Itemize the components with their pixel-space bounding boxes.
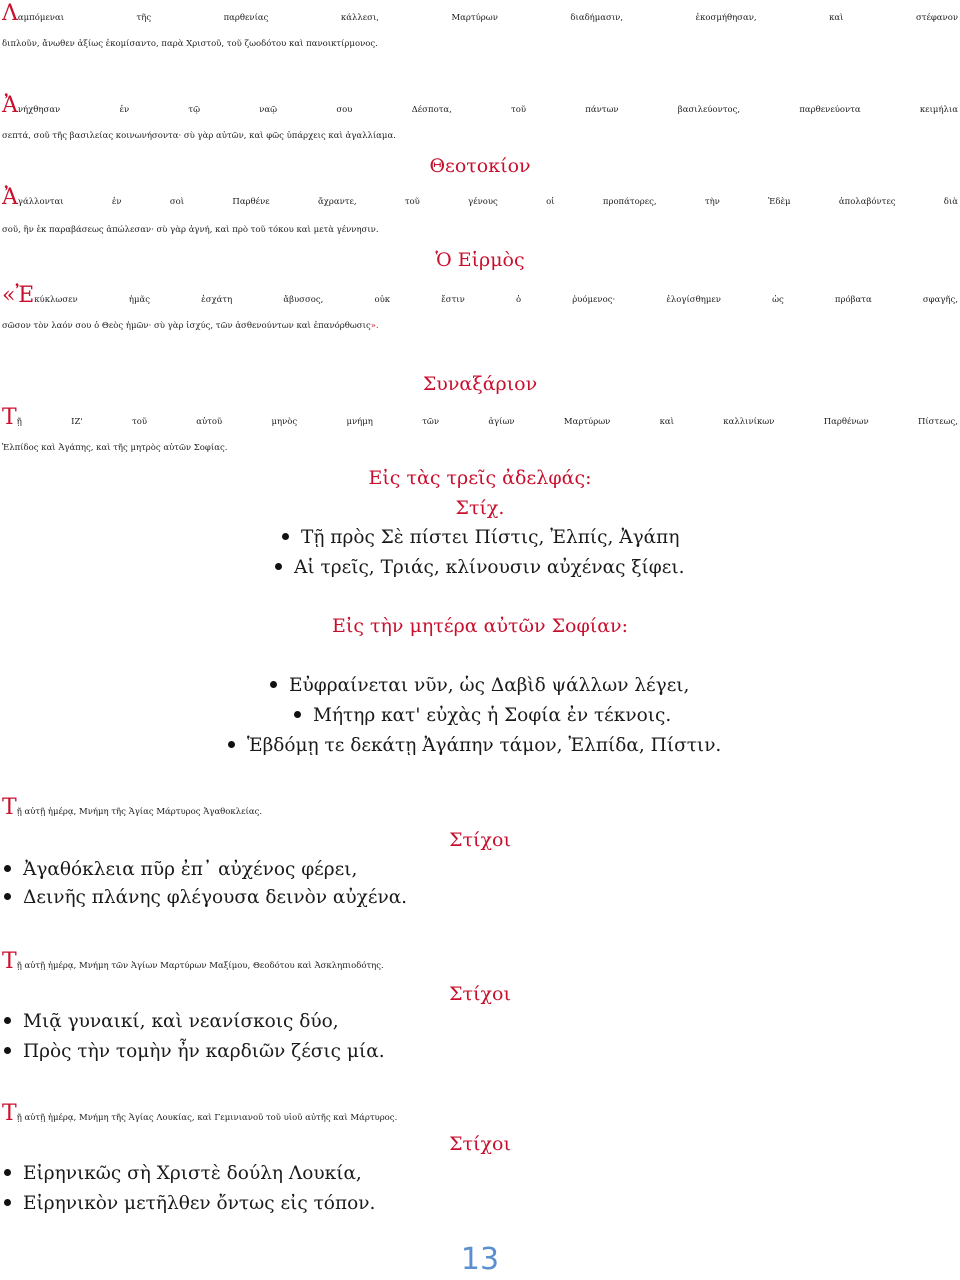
- para-lampomenai-line-2: διπλοῦν, ἄνωθεν ἀξίως ἐκομίσαντο, παρὰ Χριστοῦ, τοῦ ζωοδότου καὶ πανοικτίρμονος.: [2, 39, 378, 49]
- list-item: Τῇ πρὸς Σὲ πίστει Πίστις, Ἐλπίς, Ἀγάπη: [282, 524, 679, 552]
- bullet-icon: [4, 1047, 11, 1054]
- closing-quote: ».: [370, 321, 379, 331]
- list-item: Εὐφραίνεται νῦν, ὡς Δαβὶδ ψάλλων λέγει,: [270, 672, 689, 700]
- heading-stichoi: Στίχοι: [449, 829, 511, 851]
- list-item: Πρὸς τὴν τομὴν ἦν καρδιῶν ζέσις μία.: [4, 1038, 385, 1066]
- list-item: Αἱ τρεῖς, Τριάς, κλίνουσιν αὐχένας ξίφει.: [275, 554, 684, 582]
- list-item: Εἰρηνικῶς σὴ Χριστὲ δούλη Λουκία,: [4, 1160, 362, 1188]
- list-item: Μιᾷ γυναικί, καὶ νεανίσκοις δύο,: [4, 1008, 339, 1036]
- para-loukia: Τῇ αὐτῇ ἡμέρᾳ, Μνήμη τῆς Ἁγίας Λουκίας, καὶ Γεμινιανοῦ τοῦ υἱοῦ αὐτῆς καὶ Μάρτυρος.: [2, 1101, 398, 1126]
- drop-letter: Λ: [2, 1, 18, 26]
- list-item: Ἑβδόμῃ τε δεκάτῃ Ἀγάπην τάμον, Ἐλπίδα, Πίστιν.: [228, 732, 721, 760]
- heading-mother-sophia: Εἰς τὴν μητέρα αὐτῶν Σοφίαν:: [332, 615, 628, 637]
- list-item: Ἀγαθόκλεια πῦρ ἐπ᾽ αὐχένος φέρει,: [4, 856, 357, 884]
- heading-stichoi: Στίχοι: [449, 1133, 511, 1155]
- bullet-icon: [228, 741, 235, 748]
- bullet-icon: [4, 1169, 11, 1176]
- heading-heirmos: Ὁ Εἱρμὸς: [435, 249, 525, 271]
- para-theotokion-line-1: Ἀγάλλονται ἐν σοὶ Παρθένε ἄχραντε, τοῦ γένους οἱ προπάτορες, τὴν Ἐδὲμ ἀπολαβόντες διὰ: [2, 185, 958, 210]
- para-anechthesan-line-1: Ἀνήχθησαν ἐν τῷ ναῷ σου Δέσποτα, τοῦ πάντων βασιλεύοντος, παρθενεύοντα κειμήλια: [2, 93, 958, 118]
- para-synaxarion-line-2: Ἐλπίδος καὶ Ἀγάπης, καὶ τῆς μητρὸς αὐτῶν Σοφίας.: [2, 443, 228, 453]
- bullet-icon: [294, 711, 301, 718]
- list-item: Μήτηρ κατ' εὐχὰς ἡ Σοφία ἐν τέκνοις.: [294, 702, 671, 730]
- drop-letter: Τ: [2, 1101, 17, 1126]
- heading-stich: Στίχ.: [455, 497, 505, 519]
- list-item: Εἰρηνικὸν μετῆλθεν ὄντως εἰς τόπον.: [4, 1190, 375, 1218]
- bullet-icon: [4, 1017, 11, 1024]
- drop-letter: Τ: [2, 795, 17, 820]
- para-theotokion-line-2: σοῦ, ἣν ἐκ παραβάσεως ἀπώλεσαν· σὺ γὰρ ἁγνή, καὶ πρὸ τοῦ τόκου καὶ μετὰ γέννησιν.: [2, 225, 379, 235]
- page-number: 13: [460, 1242, 500, 1277]
- heading-stichoi: Στίχοι: [449, 983, 511, 1005]
- para-heirmos-line-2: σῶσον τὸν λαόν σου ὁ Θεὸς ἡμῶν· σὺ γὰρ ἰσχύς, τῶν ἀσθενούντων καὶ ἐπανόρθωσις».: [2, 321, 379, 331]
- para-agathokleia: Τῇ αὐτῇ ἡμέρᾳ, Μνήμη τῆς Ἁγίας Μάρτυρος Ἀγαθοκλείας.: [2, 795, 263, 820]
- drop-letter: Ἀ: [2, 185, 18, 210]
- drop-letter: Τ: [2, 949, 17, 974]
- para-maximos: Τῇ αὐτῇ ἡμέρᾳ, Μνήμη τῶν Ἁγίων Μαρτύρων Μαξίμου, Θεοδότου καὶ Ἀσκληπιοδότης.: [2, 949, 384, 974]
- bullet-icon: [275, 563, 282, 570]
- para-heirmos-line-1: «Ἐκύκλωσεν ἡμᾶς ἐσχάτη ἄβυσσος, οὐκ ἔστιν ὁ ῥυόμενος· ἐλογίσθημεν ὡς πρόβατα σφαγῆς,: [2, 283, 958, 308]
- bullet-icon: [4, 865, 11, 872]
- heading-three-sisters: Εἰς τὰς τρεῖς ἀδελφάς:: [368, 467, 592, 489]
- drop-letter: Τ: [2, 405, 17, 430]
- heading-synaxarion: Συναξάριον: [422, 373, 538, 395]
- drop-letter: Ἀ: [2, 93, 18, 118]
- drop-letter: «Ἐ: [2, 283, 35, 308]
- para-anechthesan-line-2: σεπτά, σοῦ τῆς βασιλείας κοινωνήσοντα· σὺ γὰρ αὐτῶν, καὶ φῶς ὑπάρχεις καὶ ἀγαλλίαμα.: [2, 131, 396, 141]
- bullet-icon: [4, 1199, 11, 1206]
- para-lampomenai-line-1: Λαμπόμεναι τῆς παρθενίας κάλλεσι, Μαρτύρων διαδήμασιν, ἐκοσμήθησαν, καὶ στέφανον: [2, 1, 958, 26]
- list-item: Δεινῆς πλάνης φλέγουσα δεινὸν αὐχένα.: [4, 884, 407, 912]
- bullet-icon: [4, 893, 11, 900]
- heading-theotokion: Θεοτοκίον: [429, 155, 531, 177]
- bullet-icon: [270, 681, 277, 688]
- bullet-icon: [282, 533, 289, 540]
- para-synaxarion-line-1: Τῇ ΙΖ' τοῦ αὐτοῦ μηνὸς μνήμη τῶν ἁγίων Μαρτύρων καὶ καλλινίκων Παρθένων Πίστεως,: [2, 405, 958, 430]
